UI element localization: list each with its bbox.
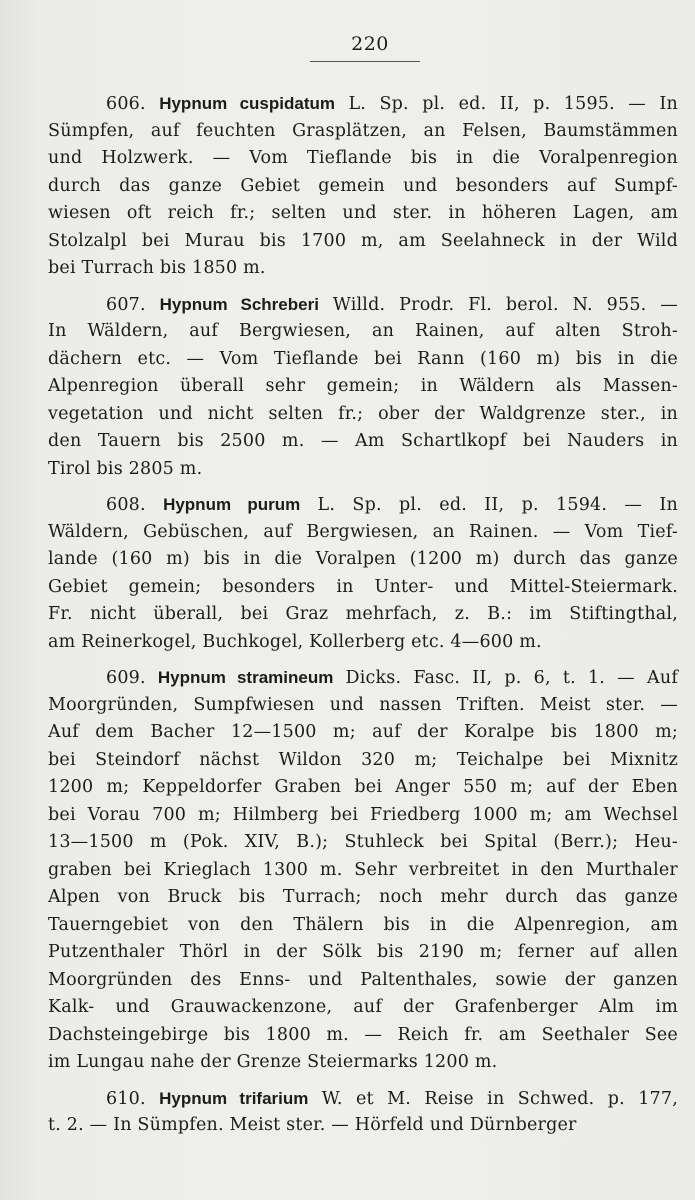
entry-number: 608.	[106, 495, 146, 515]
entry-text-line: bei Steindorf nächst Wildon 320 m; Teichalpe bei Mixnitz	[48, 749, 678, 770]
entry-number: 609.	[106, 668, 146, 688]
entry-text-line: Dachsteingebirge bis 1800 m. — Reich fr. am Seethaler See	[48, 1024, 678, 1045]
entry-text-line: den Tauern bis 2500 m. — Am Schartlkopf bei Nauders in	[48, 431, 678, 451]
entry-citation: Dicks. Fasc. II, p. 6, t. 1. — Auf	[345, 668, 678, 688]
entry-text-line: t. 2. — In Sümpfen. Meist ster. — Hörfeld und Dürnberger	[48, 1115, 577, 1135]
page-number: 220	[351, 33, 389, 55]
entry-text-line: Fr. nicht überall, bei Graz mehrfach, z. B.: im Stiftingthal,	[48, 604, 678, 624]
species-name: Hypnum purum	[163, 495, 301, 514]
entry-text-line: vegetation und nicht selten fr.; ober der Waldgrenze ster., in	[48, 403, 678, 424]
entry-text-line: bei Turrach bis 1850 m.	[48, 258, 266, 278]
entry-first-line	[48, 491, 678, 519]
species-entry	[48, 664, 678, 1077]
entry-text-line: bei Vorau 700 m; Hilmberg bei Friedberg 1000 m; am Wechsel	[48, 804, 678, 825]
entry-first-line	[48, 1085, 678, 1113]
entry-citation: L. Sp. pl. ed. II, p. 1595. — In	[348, 94, 679, 114]
species-name: Hypnum stramineum	[157, 668, 334, 687]
page-text	[48, 90, 678, 1148]
entry-text-line: Wäldern, Gebüschen, auf Bergwiesen, an Rainen. — Vom Tief-	[48, 521, 678, 542]
entry-citation: Willd. Prodr. Fl. berol. N. 955. —	[332, 294, 678, 315]
entry-text-line: Putzenthaler Thörl in der Sölk bis 2190 m; ferner auf allen	[48, 942, 678, 962]
entry-text-line: durch das ganze Gebiet gemein und besonders auf Sumpf-	[48, 175, 678, 196]
entry-text-line: am Reinerkogel, Buchkogel, Kollerberg etc. 4—600 m.	[48, 631, 542, 652]
species-entry	[48, 90, 678, 283]
entry-text-line: dächern etc. — Vom Tieflande bei Rann (160 m) bis in die	[48, 348, 678, 369]
entry-text-line: Alpen von Bruck bis Turrach; noch mehr durch das ganze	[48, 887, 678, 907]
header-rule	[310, 61, 420, 62]
species-entry	[48, 291, 678, 484]
entry-first-line	[48, 664, 678, 692]
entry-text-line: graben bei Krieglach 1300 m. Sehr verbreitet in den Murthaler	[48, 859, 678, 880]
entry-first-line	[48, 90, 678, 118]
species-entry	[48, 491, 678, 656]
species-entry	[48, 1085, 678, 1140]
entry-text-line: Gebiet gemein; besonders in Unter- und Mittel-Steiermark.	[48, 576, 678, 597]
entry-text-line: lande (160 m) bis in die Voralpen (1200 m) durch das ganze	[48, 549, 678, 569]
entry-number: 607.	[106, 294, 146, 315]
species-name: Hypnum cuspidatum	[159, 94, 335, 113]
species-name: Hypnum trifarium	[159, 1088, 309, 1108]
entry-text-line: Tirol bis 2805 m.	[48, 458, 203, 479]
entry-text-line: In Wäldern, auf Bergwiesen, an Rainen, auf alten Stroh-	[48, 321, 678, 341]
entry-citation: W. et M. Reise in Schwed. p. 177,	[321, 1088, 678, 1109]
entry-text-line: Auf dem Bacher 12—1500 m; auf der Koralpe bis 1800 m;	[48, 722, 678, 742]
entry-text-line: 1200 m; Keppeldorfer Graben bei Anger 550 m; auf der Eben	[48, 777, 678, 797]
entry-text-line: im Lungau nahe der Grenze Steiermarks 1200 m.	[48, 1052, 498, 1072]
species-name: Hypnum Schreberi	[159, 294, 319, 314]
entry-number: 606.	[106, 94, 146, 114]
entry-text-line: Alpenregion überall sehr gemein; in Wäldern als Massen-	[48, 376, 678, 396]
entry-text-line: Stolzalpl bei Murau bis 1700 m, am Seelahneck in der Wild	[48, 230, 678, 251]
entry-text-line: Kalk- und Grauwackenzone, auf der Grafenberger Alm im	[48, 997, 678, 1017]
entry-text-line: und Holzwerk. — Vom Tieflande bis in die Voralpenregion	[48, 148, 678, 168]
entry-text-line: Tauerngebiet von den Thälern bis in die Alpenregion, am	[48, 914, 678, 935]
entry-text-line: Sümpfen, auf feuchten Grasplätzen, an Felsen, Baumstämmen	[48, 120, 678, 141]
entry-text-line: 13—1500 m (Pok. XIV, B.); Stuhleck bei Spital (Berr.); Heu-	[48, 832, 678, 852]
entry-text-line: wiesen oft reich fr.; selten und ster. in höheren Lagen, am	[48, 203, 678, 223]
entry-citation: L. Sp. pl. ed. II, p. 1594. — In	[317, 495, 678, 515]
entry-first-line	[48, 291, 678, 319]
entry-text-line: Moorgründen des Enns- und Paltenthales, sowie der ganzen	[48, 969, 678, 990]
entry-number: 610.	[106, 1088, 146, 1109]
entry-text-line: Moorgründen, Sumpfwiesen und nassen Triften. Meist ster. —	[48, 694, 678, 715]
